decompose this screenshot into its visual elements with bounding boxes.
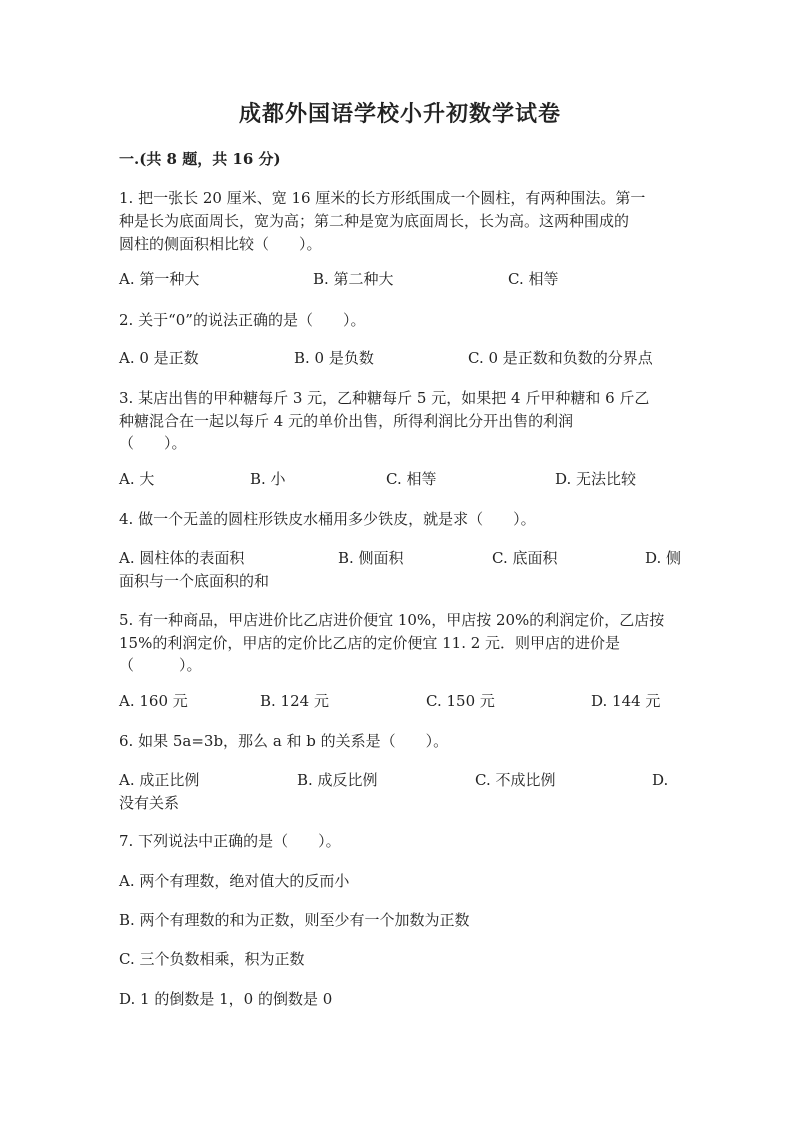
question-5-line-2: 15%的利润定价，甲店的定价比乙店的定价便宜 11. 2 元．则甲店的进价是 [119, 634, 621, 652]
question-5-option-d: D. 144 元 [591, 692, 661, 710]
question-7-option-c: C. 三个负数相乘，积为正数 [119, 950, 305, 968]
question-6-option-a: A. 成正比例 [119, 771, 200, 789]
question-1-option-b: B. 第二种大 [313, 270, 394, 288]
question-5-option-c: C. 150 元 [426, 692, 495, 710]
question-6-line-1: 6. 如果 5a=3b，那么 a 和 b 的关系是（ ）。 [119, 732, 449, 750]
question-2-option-a: A. 0 是正数 [119, 349, 199, 367]
question-4-option-d-continued: 面积与一个底面积的和 [119, 572, 270, 590]
question-3-option-d: D. 无法比较 [555, 470, 637, 488]
question-4-option-d: D. 侧 [645, 549, 682, 567]
question-6-option-d: D. [652, 771, 669, 789]
question-1-option-a: A. 第一种大 [119, 270, 200, 288]
page-title: 成都外国语学校小升初数学试卷 [238, 101, 561, 127]
question-7-option-b: B. 两个有理数的和为正数，则至少有一个加数为正数 [119, 911, 470, 929]
question-7-option-a: A. 两个有理数，绝对值大的反而小 [119, 872, 350, 890]
question-3-line-3: （ ）。 [119, 434, 187, 452]
question-6-option-c: C. 不成比例 [475, 771, 556, 789]
question-2-option-c: C. 0 是正数和负数的分界点 [468, 349, 653, 367]
question-4-line-1: 4. 做一个无盖的圆柱形铁皮水桶用多少铁皮，就是求（ ）。 [119, 510, 536, 528]
question-4-option-b: B. 侧面积 [338, 549, 404, 567]
question-3-option-a: A. 大 [119, 470, 155, 488]
question-3-option-b: B. 小 [250, 470, 286, 488]
question-1-option-c: C. 相等 [508, 270, 559, 288]
question-3-option-c: C. 相等 [386, 470, 437, 488]
question-1-line-3: 圆柱的侧面积相比较（ ）。 [119, 235, 322, 253]
question-6-option-b: B. 成反比例 [297, 771, 378, 789]
question-7-line-1: 7. 下列说法中正确的是（ ）。 [119, 832, 341, 850]
question-1-line-1: 1. 把一张长 20 厘米、宽 16 厘米的长方形纸围成一个圆柱，有两种围法。第一 [119, 189, 646, 207]
question-5-line-1: 5. 有一种商品，甲店进价比乙店进价便宜 10%，甲店按 20%的利润定价，乙店按 [119, 611, 665, 629]
question-1-line-2: 种是长为底面周长，宽为高；第二种是宽为底面周长，长为高。这两种围成的 [119, 212, 630, 230]
question-3-line-1: 3. 某店出售的甲种糖每斤 3 元，乙种糖每斤 5 元，如果把 4 斤甲种糖和 6 斤乙 [119, 389, 650, 407]
question-7-option-d: D. 1 的倒数是 1，0 的倒数是 0 [119, 990, 333, 1008]
question-3-line-2: 种糖混合在一起以每斤 4 元的单价出售，所得利润比分开出售的利润 [119, 412, 574, 430]
question-4-option-c: C. 底面积 [492, 549, 558, 567]
question-5-option-b: B. 124 元 [260, 692, 329, 710]
question-2-line-1: 2. 关于“0”的说法正确的是（ ）。 [119, 311, 366, 329]
question-6-option-d-continued: 没有关系 [119, 794, 180, 812]
question-5-line-3: （ ）。 [119, 656, 202, 674]
question-2-option-b: B. 0 是负数 [294, 349, 374, 367]
section-heading: 一.(共 8 题，共 16 分) [119, 150, 281, 168]
question-4-option-a: A. 圆柱体的表面积 [119, 549, 245, 567]
question-5-option-a: A. 160 元 [119, 692, 188, 710]
